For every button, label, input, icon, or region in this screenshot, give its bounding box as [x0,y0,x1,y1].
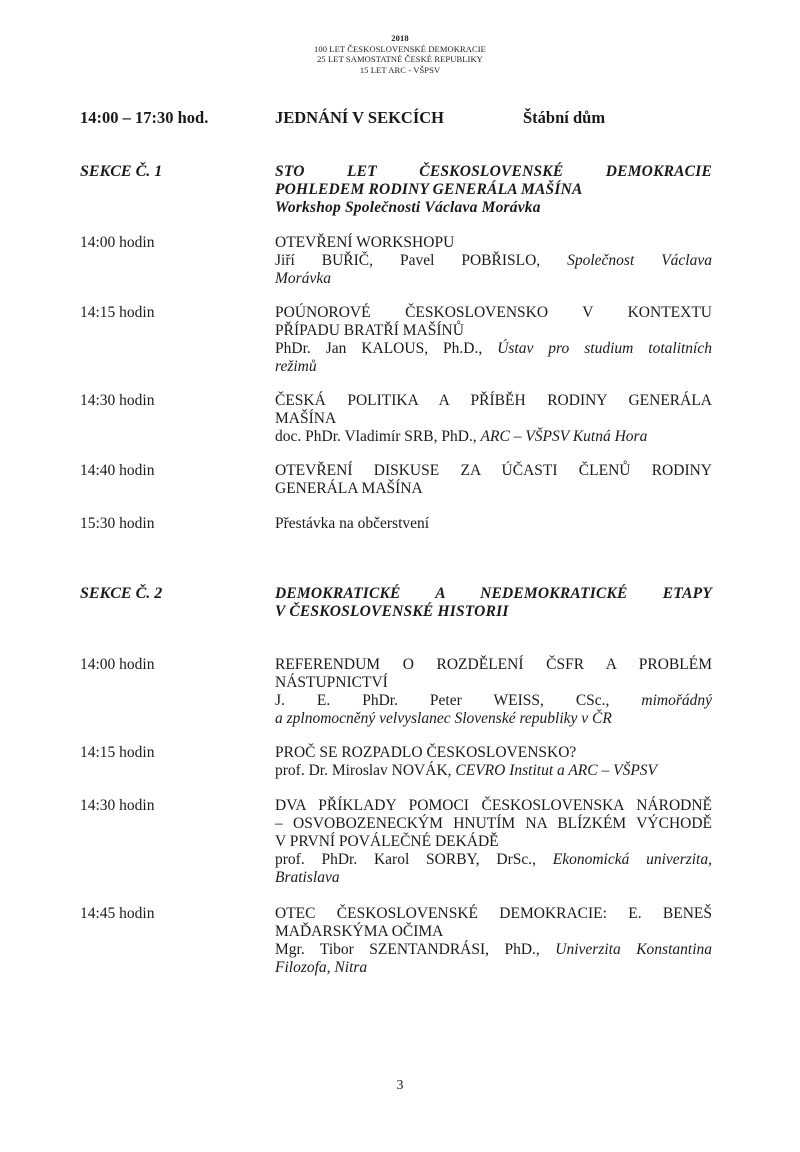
item-time: 14:40 hodin [80,462,155,479]
page-number: 3 [396,1078,404,1093]
item-speaker: Bratislava [275,869,340,886]
section-title-line: STO LET ČESKOSLOVENSKÉ DEMOKRACIE [275,163,712,180]
item-time: 14:15 hodin [80,744,155,761]
header-year: 2018 [391,33,409,43]
item-time: 14:30 hodin [80,797,155,814]
item-speaker: PhDr. Jan KALOUS, Ph.D., Ústav pro studium totalitních [275,340,712,357]
header-line: 25 LET SAMOSTATNÉ ČESKÉ REPUBLIKY [317,54,483,64]
session-place: Štábní dům [523,108,606,127]
item-content [275,797,712,887]
header-line: 15 LET ARC - VŠPSV [359,64,441,75]
section-title [275,585,712,621]
item-content [275,462,712,498]
item-content [275,392,712,446]
item-title: Přestávka na občerstvení [275,515,430,532]
session-time: 14:00 – 17:30 hod. [80,108,209,127]
item-content [275,234,712,288]
item-time: 15:30 hodin [80,515,155,532]
item-time: 14:30 hodin [80,392,155,409]
item-title: OTEVŘENÍ DISKUSE ZA ÚČASTI ČLENŮ RODINY [275,462,712,479]
item-speaker: J. E. PhDr. Peter WEISS, CSc., mimořádný [275,692,712,709]
item-title: POÚNOROVÉ ČESKOSLOVENSKO V KONTEXTU [275,304,712,321]
item-speaker: Mgr. Tibor SZENTANDRÁSI, PhD., Univerzita Konstantina [275,941,712,958]
session-title: JEDNÁNÍ V SEKCÍCH [275,108,445,127]
item-content [275,905,712,977]
section-title-line: Workshop Společnosti Václava Morávka [275,199,541,216]
item-title: MAŠÍNA [275,410,337,427]
item-time: 14:45 hodin [80,905,155,922]
item-time: 14:15 hodin [80,304,155,321]
item-time: 14:00 hodin [80,234,155,251]
item-content [275,515,712,533]
item-speaker: Morávka [275,270,331,287]
section-label: SEKCE Č. 1 [80,163,163,180]
item-title: – OSVOBOZENECKÝM HNUTÍM NA BLÍZKÉM VÝCHODĚ [275,815,712,832]
item-title: OTEC ČESKOSLOVENSKÉ DEMOKRACIE: E. BENEŠ [275,905,712,922]
item-content [275,304,712,376]
item-title: PROČ SE ROZPADLO ČESKOSLOVENSKO? [275,744,577,761]
section-title-line: V ČESKOSLOVENSKÉ HISTORII [275,603,509,620]
item-title: PŘÍPADU BRATŘÍ MAŠÍNŮ [275,322,464,339]
section-label: SEKCE Č. 2 [80,585,163,602]
item-title: DVA PŘÍKLADY POMOCI ČESKOSLOVENSKA NÁRODNĚ [275,797,712,814]
item-speaker: režimů [275,358,317,375]
item-title: MAĎARSKÝMA OČIMA [275,923,444,940]
section-title-line: POHLEDEM RODINY GENERÁLA MAŠÍNA [275,181,583,198]
item-title: GENERÁLA MAŠÍNA [275,480,423,497]
item-speaker: doc. PhDr. Vladimír SRB, PhD., ARC – VŠPSV Kutná Hora [275,428,648,445]
item-content [275,744,712,780]
section-title-line: DEMOKRATICKÉ A NEDEMOKRATICKÉ ETAPY [275,585,712,602]
item-title: OTEVŘENÍ WORKSHOPU [275,234,455,251]
item-content [275,656,712,728]
item-title: REFERENDUM O ROZDĚLENÍ ČSFR A PROBLÉM [275,656,712,673]
item-time: 14:00 hodin [80,656,155,673]
item-speaker: Filozofa, Nitra [275,959,368,976]
item-speaker: a zplnomocněný velvyslanec Slovenské republiky v ČR [275,710,612,727]
section-title [275,163,712,217]
item-title: ČESKÁ POLITIKA A PŘÍBĚH RODINY GENERÁLA [275,392,712,409]
item-speaker: prof. PhDr. Karol SORBY, DrSc., Ekonomická univerzita, [275,851,712,868]
item-speaker: Jiří BUŘIČ, Pavel POBŘISLO, Společnost Václava [275,252,712,269]
item-title: NÁSTUPNICTVÍ [275,674,388,691]
item-speaker: prof. Dr. Miroslav NOVÁK, CEVRO Institut a ARC – VŠPSV [275,762,658,779]
item-title: V PRVNÍ POVÁLEČNÉ DEKÁDĚ [275,833,499,850]
header-line: 100 LET ČESKOSLOVENSKÉ DEMOKRACIE [314,43,486,54]
document-header [0,33,800,75]
